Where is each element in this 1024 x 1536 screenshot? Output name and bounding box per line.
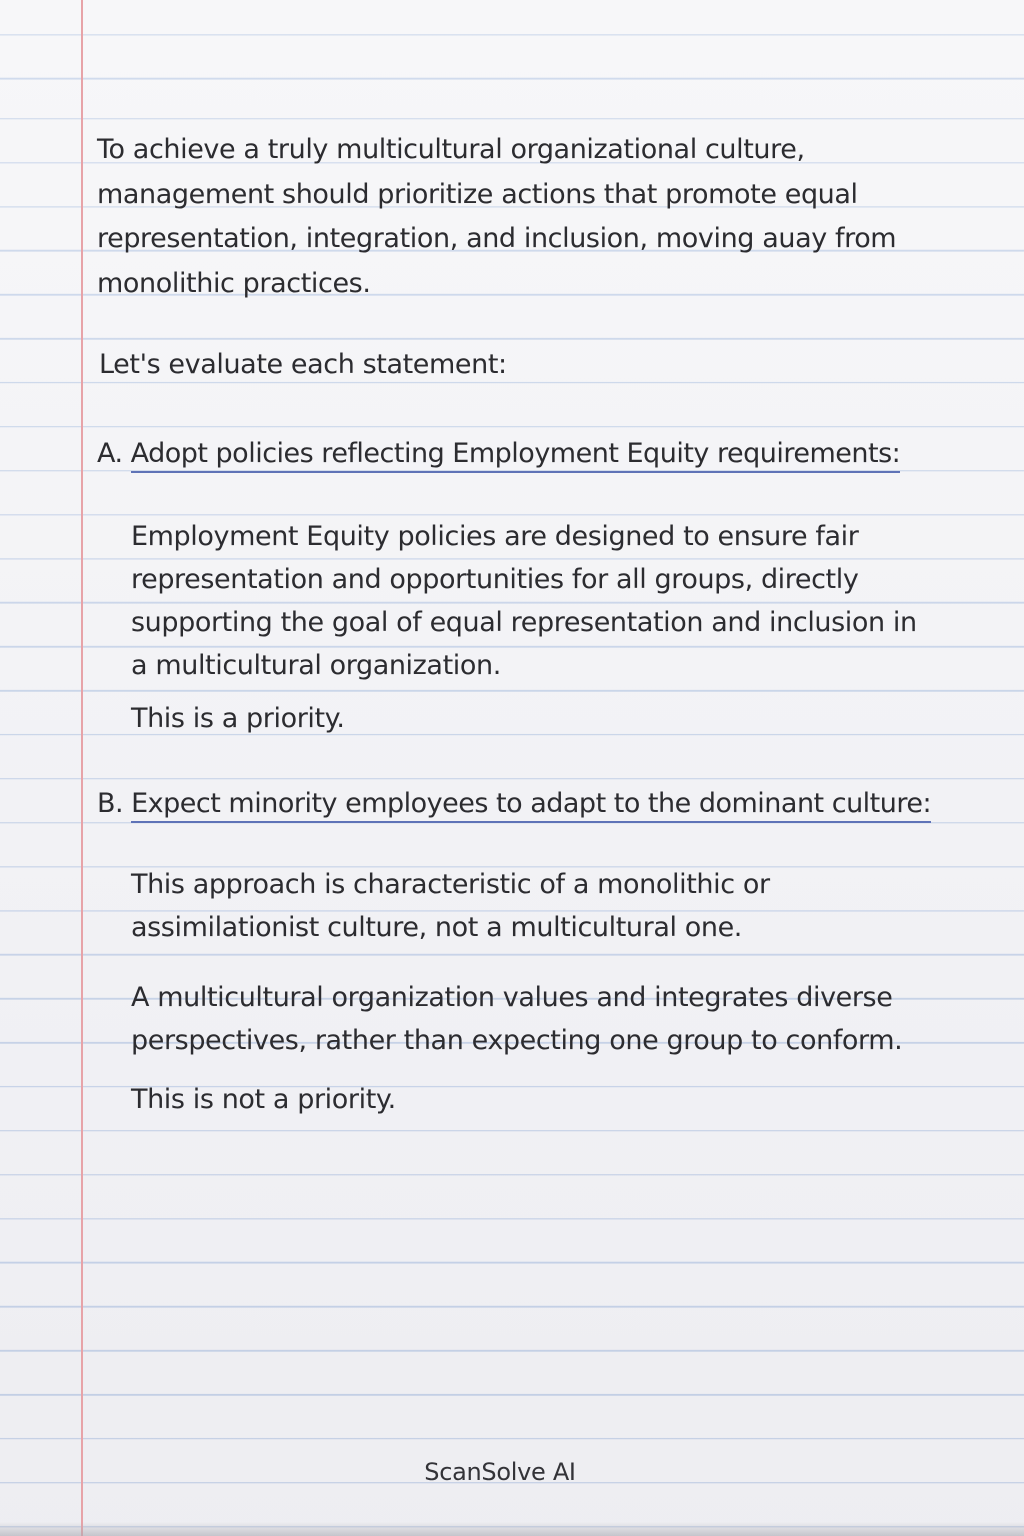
statement-b-verdict: This is not a priority. — [131, 1084, 396, 1115]
statement-a-heading — [97, 438, 900, 469]
intro-paragraph: To achieve a truly multicultural organizational culture, management should prioritize actions that promote equal representation, integration, and inclusion, moving auay from monolithic practices. — [97, 134, 897, 299]
statement-a-title: Adopt policies reflecting Employment Equity requirements: — [131, 438, 901, 473]
statement-b-title: Expect minority employees to adapt to the dominant culture: — [131, 788, 931, 823]
statement-b-letter: B. — [97, 788, 124, 819]
statement-a-verdict: This is a priority. — [131, 703, 345, 734]
statement-a-letter: A. — [97, 438, 123, 469]
page-bottom-edge — [0, 1522, 1024, 1536]
evaluate-prompt: Let's evaluate each statement: — [99, 349, 507, 380]
margin-line — [81, 0, 83, 1536]
statement-b-explanation-2: A multicultural organization values and integrates diverse perspectives, rather than expecting one group to conform. — [131, 982, 903, 1056]
footer-brand: ScanSolve AI — [424, 1458, 576, 1486]
statement-a-explanation: Employment Equity policies are designed to ensure fair representation and opportunities for all groups, directly supporting the goal of equal representation and inclusion in a multicultural organization. — [131, 521, 917, 681]
statement-b-explanation-1: This approach is characteristic of a monolithic or assimilationist culture, not a multicultural one. — [131, 869, 770, 943]
statement-b-heading — [97, 788, 931, 819]
